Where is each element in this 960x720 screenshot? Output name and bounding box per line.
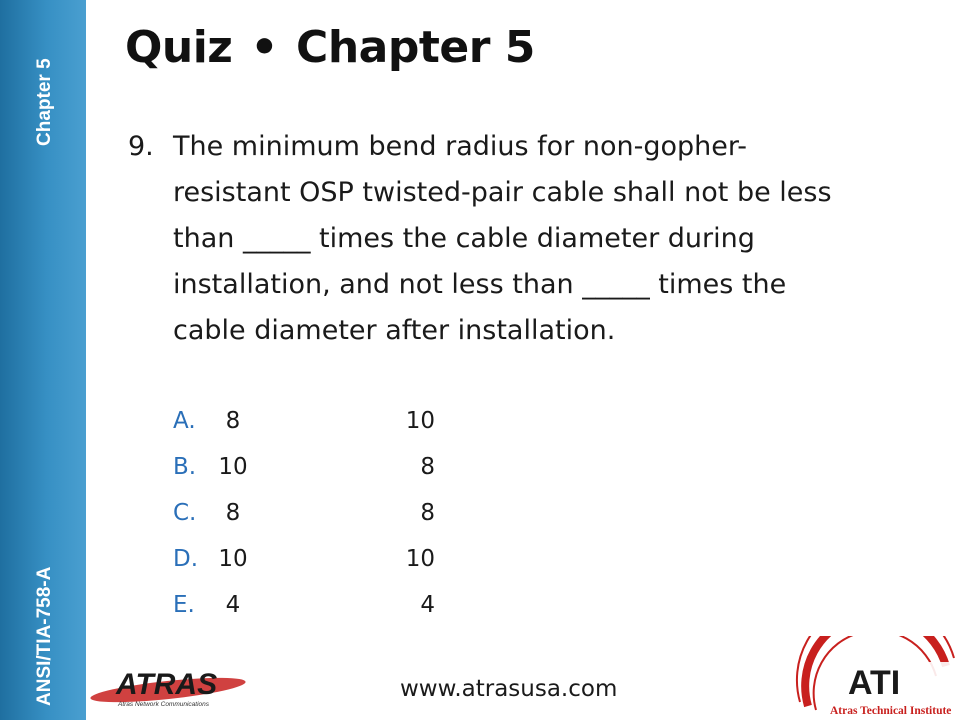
atras-logo-text: ATRAS [116,668,218,701]
website-url[interactable]: www.atrasusa.com [400,676,618,702]
answer-letter: B. [173,454,197,480]
atras-logo [86,660,246,718]
answer-during-value: 10 [218,546,248,572]
answer-during-value: 8 [225,408,241,434]
answer-after-value: 10 [405,408,435,434]
question-number: 9. [128,131,154,162]
answer-after-value: 8 [420,500,435,526]
title-chapter: Chapter 5 [296,22,535,73]
sidebar-standard-label: ANSI/TIA-758-A [34,566,55,706]
slide-title [125,22,535,73]
ati-logo-tagline: Atras Technical Institute [830,705,952,717]
answer-letter: D. [173,546,199,572]
answer-after-value: 4 [420,592,435,618]
question [128,124,838,354]
title-separator: • [250,22,279,73]
answer-letter: C. [173,500,197,526]
answer-during-value: 10 [218,454,248,480]
sidebar-chapter-label: Chapter 5 [34,58,55,146]
question-text: The minimum bend radius for non-gopher-resistant OSP twisted-pair cable shall not be less than _____ times the cable diameter during installation, and not less than _____ times the cable diameter after installation. [173,131,832,346]
title-quiz: Quiz [125,22,233,73]
answer-after-value: 10 [405,546,435,572]
sidebar [0,0,86,720]
answer-during-value: 8 [225,500,241,526]
answer-after-value: 8 [420,454,435,480]
answer-letter: E. [173,592,195,618]
atras-logo-tagline: Atras Network Communications [118,701,210,708]
answer-during-value: 4 [225,592,241,618]
answer-letter: A. [173,408,196,434]
ati-logo-text: ATI [848,664,901,702]
ati-logo [786,636,960,720]
